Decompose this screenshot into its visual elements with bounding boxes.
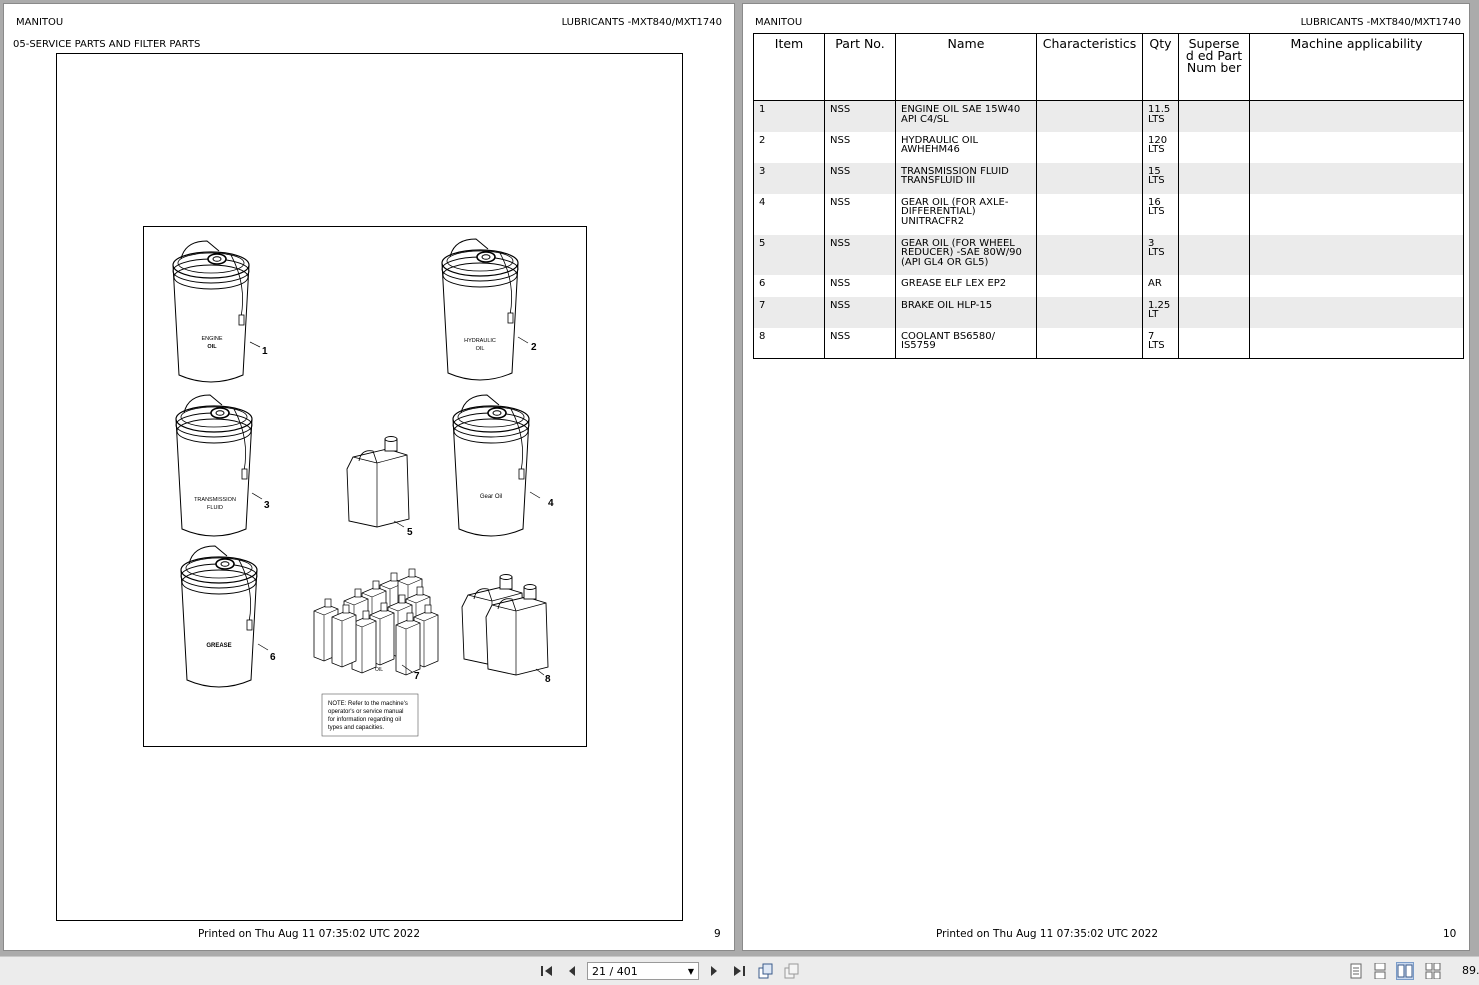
cell-part: NSS [825, 235, 896, 275]
gear-oil-label: Gear Oil [479, 494, 503, 500]
cell-part: NSS [825, 101, 896, 132]
cell-item: 5 [754, 235, 825, 275]
col-qty: Qty [1143, 34, 1179, 101]
cell-app [1250, 297, 1464, 328]
cell-sup [1179, 132, 1250, 163]
grease-label: GREASE [206, 643, 232, 649]
col-superseded: Supersed ed PartNum ber [1179, 34, 1250, 101]
cell-item: 2 [754, 132, 825, 163]
cell-char [1037, 328, 1143, 359]
hydraulic-oil-pail [442, 239, 518, 380]
right-page [743, 4, 1469, 950]
callout-3: 3 [264, 500, 270, 511]
hydraulic-oil-label-1: HYDRAULIC [464, 338, 496, 344]
two-page-icon[interactable] [1396, 962, 1414, 980]
next-page-icon[interactable] [705, 962, 723, 980]
left-page [4, 4, 734, 950]
cell-qty: 3 LTS [1143, 235, 1179, 275]
engine-oil-label-2: OIL [207, 344, 217, 350]
lubricants-illustration [143, 226, 587, 747]
gear-oil-jug [347, 437, 409, 528]
cell-name: TRANSMISSION FLUID TRANSFLUID III [896, 163, 1037, 194]
cell-char [1037, 101, 1143, 132]
table-row [754, 275, 1464, 297]
table-row [754, 297, 1464, 328]
hydraulic-oil-label-2: OIL [475, 346, 485, 352]
callout-6: 6 [270, 652, 276, 663]
cell-char [1037, 132, 1143, 163]
rotate-icon[interactable] [756, 962, 774, 980]
cell-item: 6 [754, 275, 825, 297]
note-line-1: NOTE: Refer to the machine's [328, 701, 408, 707]
cell-qty: 120 LTS [1143, 132, 1179, 163]
col-machine-applicability: Machine applicability [1250, 34, 1464, 101]
col-name: Name [896, 34, 1037, 101]
transmission-label-1: TRANSMISSION [194, 497, 236, 503]
callout-5: 5 [407, 527, 413, 538]
crop-icon[interactable] [782, 962, 800, 980]
callout-1: 1 [262, 346, 268, 357]
cell-qty: 16 LTS [1143, 194, 1179, 235]
page-number: 10 [1443, 928, 1457, 940]
cell-name: BRAKE OIL HLP-15 [896, 297, 1037, 328]
cell-app [1250, 275, 1464, 297]
cell-app [1250, 101, 1464, 132]
prev-page-icon[interactable] [563, 962, 581, 980]
cell-name: GEAR OIL (FOR AXLE- DIFFERENTIAL) UNITRACFR2 [896, 194, 1037, 235]
cell-part: NSS [825, 328, 896, 359]
page-number: 9 [714, 928, 721, 940]
callout-4: 4 [548, 498, 554, 509]
engine-oil-pail [173, 241, 249, 382]
cell-item: 4 [754, 194, 825, 235]
cell-part: NSS [825, 132, 896, 163]
cell-qty: 1.25 LT [1143, 297, 1179, 328]
table-row [754, 101, 1464, 132]
cell-item: 1 [754, 101, 825, 132]
brake-oil-bottles [314, 569, 438, 675]
page-doc-title: LUBRICANTS -MXT840/MXT1740 [561, 17, 722, 28]
first-page-icon[interactable] [538, 962, 556, 980]
col-item: Item [754, 34, 825, 101]
page-indicator: 21 / 401 [592, 964, 638, 978]
cell-name: HYDRAULIC OIL AWHEHM46 [896, 132, 1037, 163]
cell-sup [1179, 194, 1250, 235]
chevron-down-icon[interactable]: ▼ [687, 966, 694, 976]
table-header [754, 34, 1464, 101]
cell-name: ENGINE OIL SAE 15W40 API C4/SL [896, 101, 1037, 132]
table-row [754, 163, 1464, 194]
engine-oil-label-1: ENGINE [201, 336, 223, 342]
cell-char [1037, 163, 1143, 194]
cell-name: GREASE ELF LEX EP2 [896, 275, 1037, 297]
cell-name: GEAR OIL (FOR WHEEL REDUCER) -SAE 80W/90 (API GL4 OR GL5) [896, 235, 1037, 275]
cell-qty: AR [1143, 275, 1179, 297]
cell-part: NSS [825, 297, 896, 328]
cell-char [1037, 297, 1143, 328]
continuous-icon[interactable] [1371, 962, 1389, 980]
printed-on: Printed on Thu Aug 11 07:35:02 UTC 2022 [936, 928, 1159, 940]
cell-item: 8 [754, 328, 825, 359]
cell-app [1250, 132, 1464, 163]
cell-name: COOLANT BS6580/ IS5759 [896, 328, 1037, 359]
oil-bottle-label: OIL [375, 667, 384, 673]
col-characteristics: Characteristics [1037, 34, 1143, 101]
callout-2: 2 [531, 342, 537, 353]
cell-sup [1179, 275, 1250, 297]
cell-part: NSS [825, 194, 896, 235]
page-brand: MANITOU [16, 17, 64, 28]
figure-frame [56, 53, 683, 921]
viewer-toolbar [0, 956, 1479, 985]
table-row [754, 132, 1464, 163]
zoom-level[interactable]: 89. [1462, 964, 1479, 977]
cell-sup [1179, 328, 1250, 359]
cell-qty: 7 LTS [1143, 328, 1179, 359]
col-part-no: Part No. [825, 34, 896, 101]
cell-qty: 15 LTS [1143, 163, 1179, 194]
table-row [754, 328, 1464, 359]
single-page-icon[interactable] [1347, 962, 1365, 980]
section-title: 05-SERVICE PARTS AND FILTER PARTS [13, 39, 201, 50]
parts-table [753, 33, 1464, 359]
note-line-2: operator's or service manual [328, 709, 404, 715]
cell-sup [1179, 297, 1250, 328]
cell-char [1037, 235, 1143, 275]
cell-sup [1179, 163, 1250, 194]
callout-8: 8 [545, 674, 551, 685]
page-number-input[interactable] [587, 962, 699, 980]
cell-char [1037, 275, 1143, 297]
printed-on: Printed on Thu Aug 11 07:35:02 UTC 2022 [198, 928, 421, 940]
grease-pail [181, 546, 257, 687]
cell-app [1250, 163, 1464, 194]
cell-qty: 11.5 LTS [1143, 101, 1179, 132]
cell-char [1037, 194, 1143, 235]
two-page-continuous-icon[interactable] [1424, 962, 1442, 980]
gear-oil-pail [453, 395, 529, 536]
lubricants-drawing [144, 227, 586, 746]
cell-app [1250, 328, 1464, 359]
cell-app [1250, 235, 1464, 275]
last-page-icon[interactable] [730, 962, 748, 980]
cell-part: NSS [825, 163, 896, 194]
page-brand: MANITOU [755, 17, 803, 28]
table-row [754, 194, 1464, 235]
cell-app [1250, 194, 1464, 235]
note-line-3: for information regarding oil [328, 717, 402, 723]
transmission-fluid-pail [176, 395, 252, 536]
cell-sup [1179, 101, 1250, 132]
transmission-label-2: FLUID [207, 505, 223, 511]
callout-7: 7 [414, 671, 420, 682]
cell-item: 7 [754, 297, 825, 328]
cell-sup [1179, 235, 1250, 275]
cell-part: NSS [825, 275, 896, 297]
cell-item: 3 [754, 163, 825, 194]
page-doc-title: LUBRICANTS -MXT840/MXT1740 [1300, 17, 1461, 28]
table-row [754, 235, 1464, 275]
note-line-4: types and capacities. [328, 725, 385, 731]
